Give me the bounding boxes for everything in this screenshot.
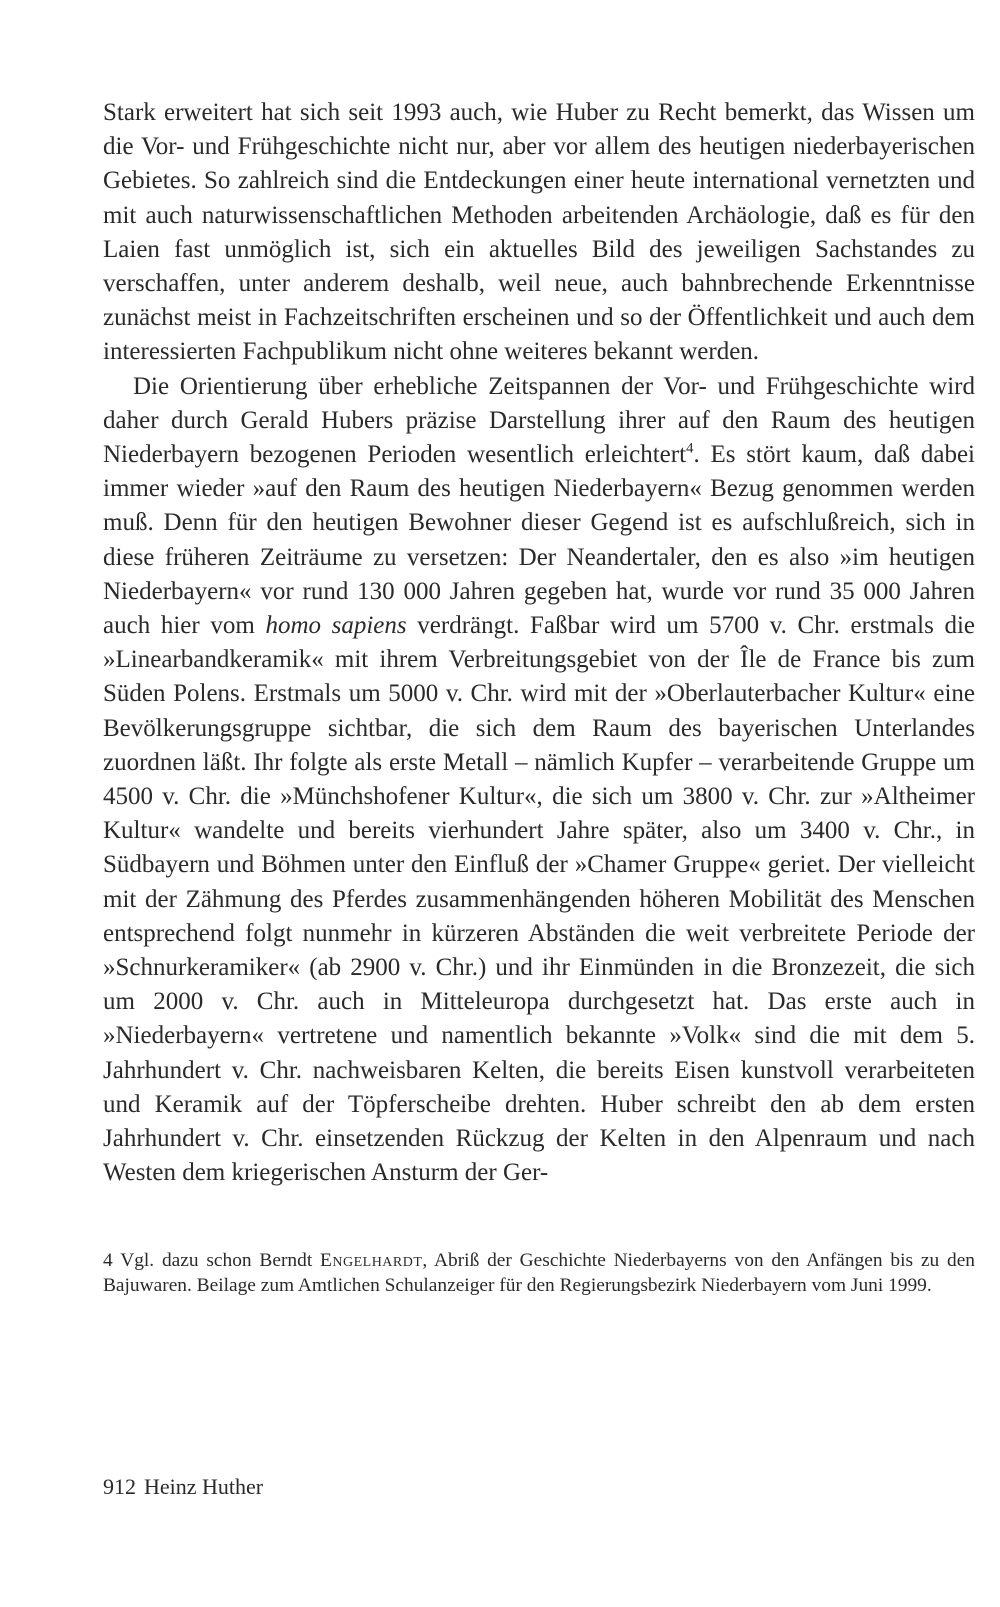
paragraph-2 [103,370,975,1191]
page-footer [103,1474,263,1500]
footnote-number: 4 [103,1250,113,1271]
footnote-reference[interactable]: 4 [686,440,694,457]
footnote-author: Engelhardt [320,1250,423,1271]
paragraph-2-text-c: verdrängt. Faßbar wird um 5700 v. Chr. erstmals die »Linearbandkeramik« mit ihrem Verbreitungsgebiet von der Île de France bis zum Süden Polens. Erstmals um 5000 v. Chr. wird mit der »Oberlauterbacher Kultur« eine Bevölkerungsgruppe sichtbar, die sich dem Raum des bayerischen Unterlandes zuordnen läßt. Ihr folgte als erste Metall – nämlich Kupfer – verarbeitende Gruppe um 4500 v. Chr. die »Münchshofener Kultur«, die sich um 3800 v. Chr. zur »Altheimer Kultur« wandelte und bereits vierhundert Jahre später, also um 3400 v. Chr., in Südbayern und Böhmen unter den Einfluß der »Chamer Gruppe« geriet. Der vielleicht mit der Zähmung des Pferdes zusammenhängenden höheren Mobilität des Menschen entsprechend folgt nunmehr in kürzeren Abständen die weit verbreitete Periode der »Schnurkeramiker« (ab 2900 v. Chr.) und ihr Einmünden in die Bronzezeit, die sich um 2000 v. Chr. auch in Mitteleuropa durchgesetzt hat. Das erste auch in »Niederbayern« vertretene und namentlich bekannte »Volk« sind die mit dem 5. Jahrhundert v. Chr. nachweisbaren Kelten, die bereits Eisen kunstvoll verarbeiteten und Keramik auf der Töpferscheibe drehten. Huber schreibt den ab dem ersten Jahrhundert v. Chr. einsetzenden Rückzug der Kelten in den Alpenraum und nach Westen dem kriegerischen Ansturm der Ger- [103,612,975,1187]
footnote [103,1248,975,1298]
paragraph-2-text-a: Die Orientierung über erhebliche Zeitspannen der Vor- und Frühgeschichte wird daher durch Gerald Hubers präzise Darstellung ihrer auf den Raum des heutigen Niederbayern bezogenen Perioden wesentlich erleichtert [103,372,975,469]
page-number: 912 [103,1474,136,1499]
running-author: Heinz Huther [144,1474,264,1499]
paragraph-1 [103,96,975,370]
italic-term: homo sapiens [265,612,407,640]
paragraph-1-text: Stark erweitert hat sich seit 1993 auch, wie Huber zu Recht bemerkt, das Wissen um die Vor- und Frühgeschichte nicht nur, aber vor allem des heutigen niederbayerischen Gebietes. So zahlreich sind die Entdeckungen einer heute international vernetzten und mit auch naturwissenschaftlichen Methoden arbeitenden Archäologie, daß es für den Laien fast unmöglich ist, sich ein aktuelles Bild des jeweiligen Sachstandes zu verschaffen, unter anderem deshalb, weil neue, auch bahnbrechende Erkenntnisse zunächst meist in Fachzeitschriften erscheinen und so der Öffentlichkeit und auch dem interessierten Fachpublikum nicht ohne weiteres bekannt werden. [103,99,975,366]
footnote-text-b: , Abriß der Geschichte Niederbayerns von den Anfängen bis zu den Bajuwaren. Beilage zum Amtlichen Schulanzeiger für den Regierungsbezirk Niederbayern vom Juni 1999. [103,1250,975,1296]
paragraph-2-text-b: . Es stört kaum, daß dabei immer wieder »auf den Raum des heutigen Niederbayern« Bezug genommen werden muß. Denn für den heutigen Bewohner dieser Gegend ist es aufschlußreich, sich in diese früheren Zeiträume zu versetzen: Der Neandertaler, den es also »im heutigen Niederbayern« vor rund 130 000 Jahren gegeben hat, wurde vor rund 35 000 Jahren auch hier vom [103,441,975,640]
footnote-text-a: Vgl. dazu schon Berndt [120,1250,321,1271]
main-text [103,96,975,1191]
